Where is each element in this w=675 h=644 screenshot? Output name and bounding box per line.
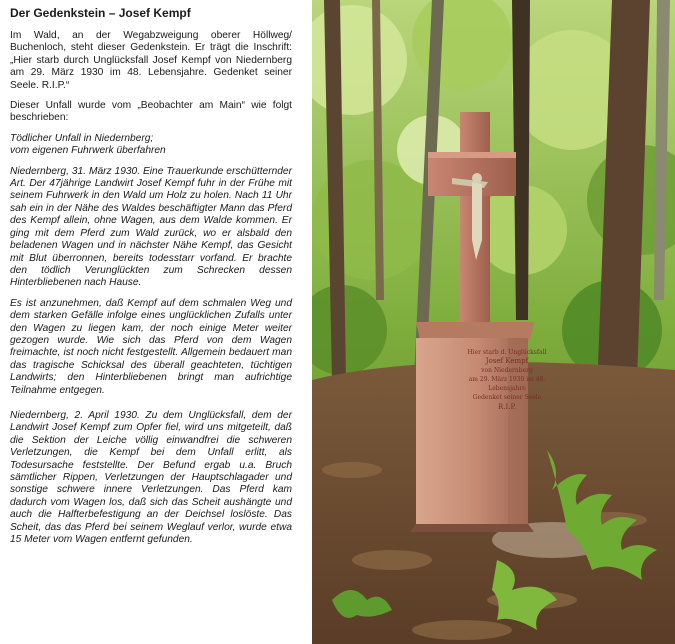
source-intro-paragraph: Dieser Unfall wurde vom „Beobachter am Main“ wie folgt beschrieben:: [10, 100, 292, 124]
article-title: Der Gedenkstein – Josef Kempf: [10, 6, 191, 20]
report-paragraph-1: Niedernberg, 31. März 1930. Eine Trauerkunde erschütternder Art. Der 47jährige Landwirt Josef Kempf fuhr in der Frühe mit seinem Fuhrwerk in den Wald um Holz zu holen. Nach 11 Uhr sah ein in der Nähe des Waldes beschäftigter Mann das Pferd des Kempf allein, ohne Wagen, aus dem Walde kommen. Er ging mit dem Pferd zum Wald zurück, wo er alsbald den beladenen Wagen und in nächster Nähe Kempf, das Gesicht mit Blut überronnen, bereits todesstarr vorfand. Er brachte den tödlich Verunglückten zum Schrecken dessen Hinterbliebenen nach Hause.: [10, 165, 292, 289]
intro-paragraph: Im Wald, an der Wegabzweigung oberer Höllweg/ Buchenloch, steht dieser Gedenkstein. Er trägt die Inschrift: „Hier starb durch Unglücksfall Josef Kempf von Niedernberg am 29. März 1930 im 48. Lebensjahre. Gedenket seiner Seele. R.I.P.“: [10, 30, 292, 91]
article-column: [0, 0, 300, 644]
newspaper-headline: [10, 133, 292, 158]
inscription-line-7: R.I.P.: [497, 403, 517, 411]
inscription-line-6: Gedenket seiner Seele: [472, 394, 542, 401]
inscription-line-3: von Niedernberg: [481, 367, 533, 374]
inscription-line-4: am 29. März 1930 im 48.: [468, 376, 546, 383]
report-paragraph-3: Niedernberg, 2. April 1930. Zu dem Unglücksfall, dem der Landwirt Josef Kempf zum Opfer fiel, wird uns mitgeteilt, daß die Sektion der Leiche völlig einwandfrei die schweren Verletzungen, die Kempf bei dem Unfall erlitt, als Todesursache feststellte. Der Befund ergab u.a. Bruch sämtlicher Rippen, Verletzungen der Hauptschlagader und sonstige schwere innere Verletzungen. Das Pferd kam dadurch vom Wagen los, daß sich das Scheit aushängte und auch die Halfterbefestigung an der Deichsel loslöste. Das Scheit, das das Pferd bei seinem Weglauf verlor, wurde etwa 15 Meter vom Wagen entfernt gefunden.: [10, 409, 292, 546]
headline-line-2: vom eigenen Fuhrwerk überfahren: [10, 145, 166, 157]
report-paragraph-2: Es ist anzunehmen, daß Kempf auf dem schmalen Weg und dem starken Gefälle infolge eines unglücklichen Zufalls unter den Wagen zu liegen kam, der noch einige Meter weiter gezogen wurde. Wie sich das Pferd von dem Wagen freimachte, ist noch nicht festgestellt. Allgemein bedauert man das tragische Schicksal des überall geachteten, tüchtigen Landwirts; den Hinterbliebenen bringt man aufrichtige Teilnahme entgegen.: [10, 297, 292, 396]
inscription-line-5: Lebensjahre: [488, 385, 526, 392]
memorial-stone-photo: [312, 0, 675, 644]
inscription-line-1: Hier starb d. Unglücksfall: [467, 349, 547, 356]
headline-line-1: Tödlicher Unfall in Niedernberg;: [10, 132, 154, 144]
inscription-line-2: Josef Kempf: [485, 357, 529, 365]
